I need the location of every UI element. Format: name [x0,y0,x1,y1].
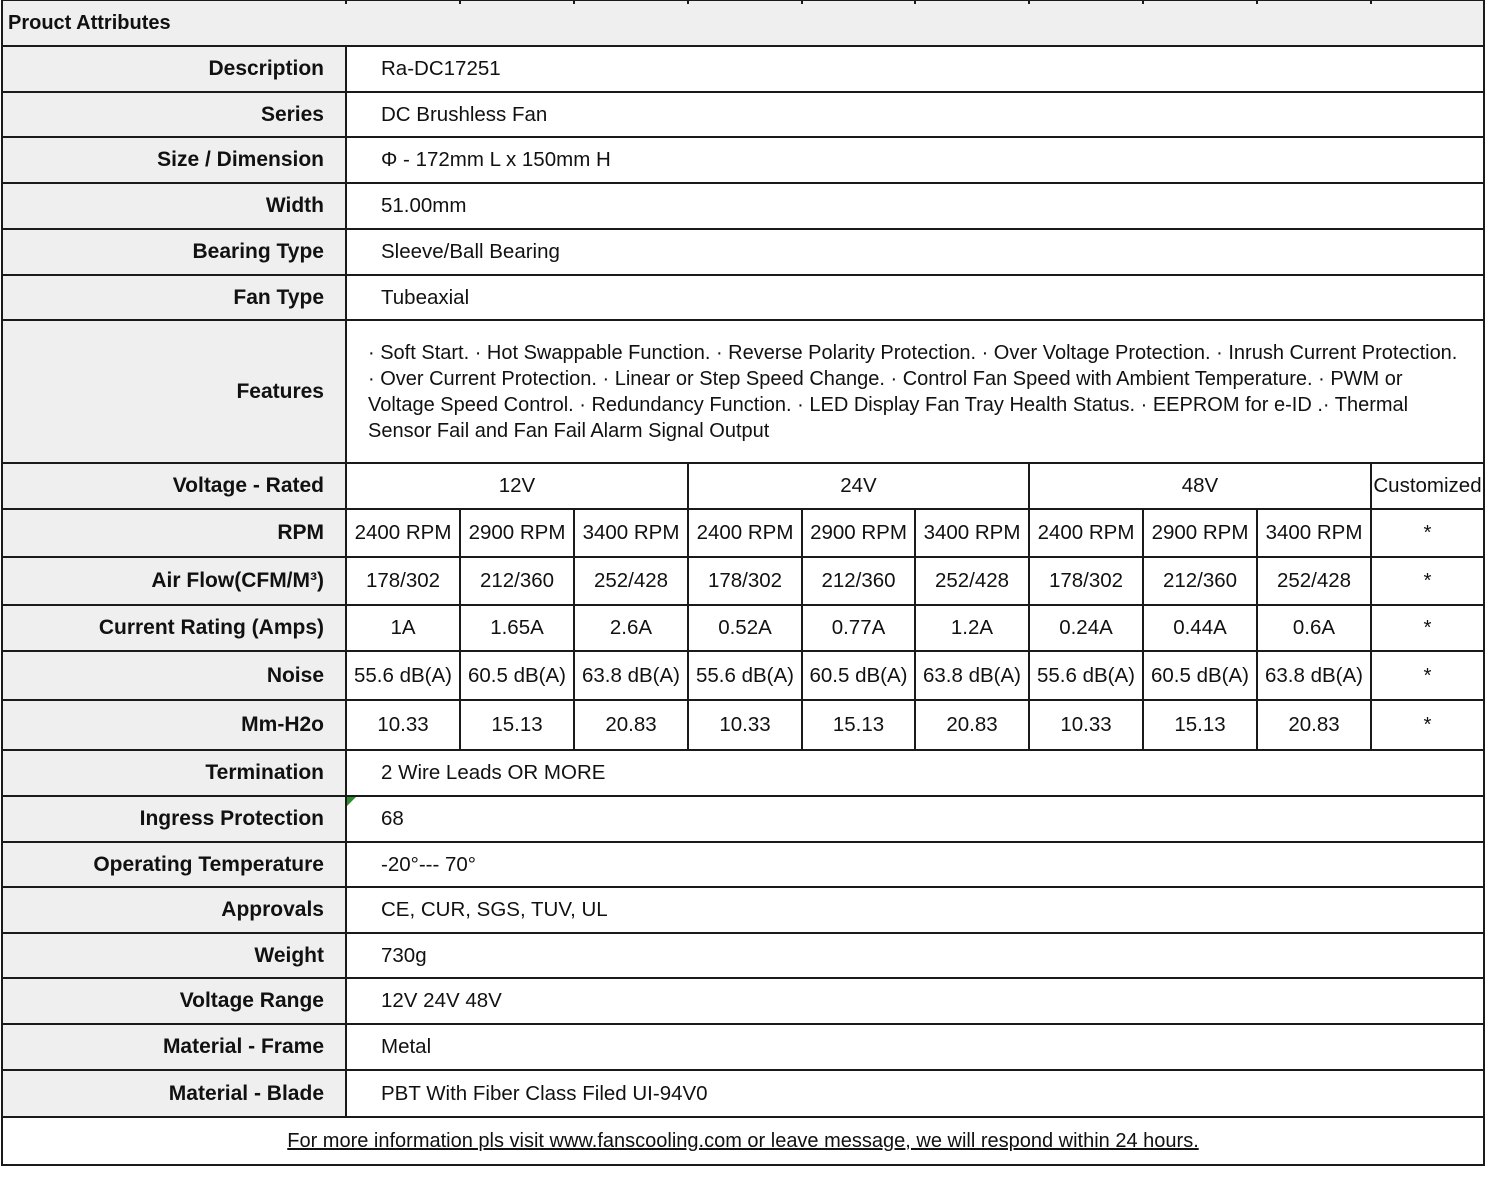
attribute-value [346,842,1484,887]
attribute-value-text: 730g [381,943,427,967]
attribute-value [346,1070,1484,1117]
spec-cell-text: 55.6 dB(A) [696,663,794,687]
spec-cell [346,557,460,605]
spec-cell-text: 60.5 dB(A) [1151,663,1249,687]
spec-cell [915,700,1029,750]
spec-cell [688,509,802,557]
spec-cell-text: 212/360 [479,569,555,592]
spec-cell [460,557,574,605]
spec-cell-text: 0.6A [1292,616,1336,639]
grid-line [345,0,347,4]
grid-line [801,0,803,4]
grid-line [1,1023,1485,1025]
grid-line [687,463,689,750]
attribute-value-text: -20°--- 70° [381,852,477,876]
spec-cell-text: * [1423,521,1432,544]
spec-cell [1371,557,1484,605]
spec-cell [460,651,574,700]
spec-cell-text: 3400 RPM [582,521,680,544]
spec-cell [574,557,688,605]
spec-cell [346,605,460,651]
spec-cell [802,605,915,651]
features-label-text: Features [236,379,324,403]
grid-line [1,650,1485,652]
attribute-label-text: Material - Blade [168,1081,324,1105]
spec-label [2,509,346,557]
spec-cell-text: 10.33 [719,713,771,736]
grid-line [1,795,1485,797]
spec-cell-text: 0.52A [718,616,772,639]
spec-cell [460,700,574,750]
grid-line [1,91,1485,93]
grid-line [573,509,575,750]
spec-cell [574,651,688,700]
spec-cell [346,651,460,700]
spec-cell-text: 15.13 [1174,713,1226,736]
spec-cell-text: 10.33 [377,713,429,736]
spec-cell-text: 0.24A [1059,616,1113,639]
spec-cell-text: 55.6 dB(A) [354,663,452,687]
grid-line [1,0,1485,1]
spec-cell [346,509,460,557]
spec-cell-text: 2400 RPM [696,521,794,544]
customized-header [1371,463,1484,509]
spec-label [2,557,346,605]
attribute-label [2,1070,346,1117]
spec-cell-text: 1.2A [950,616,994,639]
spec-cell-text: 15.13 [832,713,885,736]
spec-cell [1371,651,1484,700]
attribute-label-text: Description [208,57,324,80]
spec-cell [460,509,574,557]
grid-line [1028,0,1030,4]
attribute-label-text: Material - Frame [162,1035,324,1058]
spec-cell-text: 252/428 [593,569,669,592]
voltage-rated-label [2,463,346,509]
spec-cell [688,651,802,700]
voltage-group-text: 48V [1181,474,1219,497]
attribute-label [2,978,346,1024]
attribute-label-text: Bearing Type [192,240,324,263]
grid-line [1370,0,1372,4]
grid-line [1,182,1485,184]
features-value-text: · Soft Start. · Hot Swappable Function. · Reverse Polarity Protection. · Over Voltage Protection. · Inrush Current Protection. · Over Current Protection. · Linear or Step Speed Change. · Control Fan Speed with Ambient Temperature. · PWM or Voltage Speed Control. · Redundancy Function. · LED Display Fan Tray Health Status. · EEPROM for e-ID .· Thermal Sensor Fail and Fan Fail Alarm Signal Output [368,341,1458,442]
spec-cell-text: 3400 RPM [923,521,1021,544]
spec-cell-text: 212/360 [1162,569,1238,592]
attribute-label-text: Voltage Range [179,989,324,1012]
spec-cell [460,605,574,651]
spec-cell-text: 0.44A [1173,616,1227,639]
cell-comment-marker [347,797,356,806]
spec-cell [1143,651,1257,700]
grid-line [345,46,347,1117]
grid-line [1,1069,1485,1071]
grid-line [1028,463,1030,750]
spec-cell [574,700,688,750]
spec-cell [1257,557,1371,605]
attribute-label-text: Termination [205,761,324,784]
attribute-value-text: Tubeaxial [381,285,470,309]
spec-cell-text: 60.5 dB(A) [468,663,566,687]
spec-cell [802,700,915,750]
attribute-label [2,46,346,92]
grid-line [459,509,461,750]
grid-line [1256,509,1258,750]
spec-cell-text: * [1423,663,1432,687]
table-title-text: Prouct Attributes [8,11,171,34]
attribute-label-text: Approvals [221,898,324,921]
attribute-label-text: Size / Dimension [157,148,324,171]
spec-cell-text: 178/302 [707,569,783,592]
spec-cell-text: 0.77A [831,616,886,639]
grid-line [573,0,575,4]
voltage-group-text: 24V [840,474,877,497]
spec-cell [688,557,802,605]
spec-cell-text: 20.83 [1288,713,1340,736]
spec-cell-text: 63.8 dB(A) [923,663,1021,687]
grid-line [801,509,803,750]
spec-cell-text: * [1423,616,1432,639]
grid-line [1142,0,1144,4]
attribute-value-text: 51.00mm [381,194,467,217]
spec-cell [915,605,1029,651]
spec-cell [1029,700,1143,750]
spec-cell [1143,700,1257,750]
attribute-value-text: Metal [381,1035,432,1058]
attribute-label [2,1024,346,1070]
attribute-value [346,933,1484,978]
spec-cell-text: 10.33 [1060,713,1112,736]
grid-line [1,841,1485,843]
spec-cell [802,557,915,605]
spec-cell [1029,557,1143,605]
spec-cell [574,605,688,651]
attribute-label-text: Width [265,194,324,217]
grid-line [1,274,1485,276]
spec-cell [1257,651,1371,700]
grid-line [1,1164,1485,1166]
spec-cell [574,509,688,557]
spec-cell-text: 2400 RPM [354,521,452,544]
attribute-label [2,796,346,842]
voltage-group-1 [346,463,688,509]
voltage-rated-label-text: Voltage - Rated [172,474,324,497]
attribute-label [2,933,346,978]
spec-label-text: Mm-H2o [241,713,324,736]
attribute-value [346,750,1484,796]
spec-cell [802,509,915,557]
spec-cell [1371,605,1484,651]
grid-line [459,0,461,4]
spec-cell [1257,509,1371,557]
attribute-value [346,229,1484,275]
grid-line [1,886,1485,888]
spec-cell [1143,557,1257,605]
attribute-label [2,229,346,275]
grid-line [1,0,3,1165]
attribute-label [2,842,346,887]
voltage-group-3 [1029,463,1371,509]
spec-cell [1143,509,1257,557]
grid-line [1483,0,1485,1165]
attribute-value-text: Sleeve/Ball Bearing [381,240,560,263]
spec-cell [346,700,460,750]
grid-line [1370,463,1372,750]
table-title [2,0,1484,46]
spec-cell [1257,700,1371,750]
spec-cell-text: 212/360 [821,569,896,592]
spec-cell-text: 55.6 dB(A) [1037,663,1135,687]
attribute-value-text: 12V 24V 48V [381,989,502,1012]
grid-line [1,45,1485,47]
attribute-label-text: Weight [254,943,324,967]
spec-label-text: Current Rating (Amps) [98,616,324,639]
spec-cell [1143,605,1257,651]
spec-cell [915,509,1029,557]
spec-cell [1029,605,1143,651]
spec-cell-text: 252/428 [1276,569,1352,592]
grid-line [1,749,1485,751]
spec-cell-text: 178/302 [365,569,441,592]
spec-label [2,605,346,651]
spec-cell-text: 2900 RPM [810,521,907,544]
attribute-value [346,978,1484,1024]
attribute-label [2,92,346,137]
spec-cell [1371,509,1484,557]
spec-cell-text: 178/302 [1048,569,1124,592]
spec-label-text: Noise [266,663,324,687]
attribute-label [2,183,346,229]
grid-line [914,0,916,4]
grid-line [1,932,1485,934]
attribute-label [2,137,346,183]
spec-cell [1029,651,1143,700]
attribute-value-text: Ra-DC17251 [381,57,501,80]
grid-line [1256,0,1258,4]
spec-cell [802,651,915,700]
attribute-value-text: 68 [381,807,404,830]
spec-cell-text: 252/428 [934,569,1010,592]
spec-cell-text: 2400 RPM [1037,521,1135,544]
spec-cell-text: 2900 RPM [468,521,566,544]
attribute-value [346,275,1484,320]
attribute-value [346,887,1484,933]
attribute-value-text: 2 Wire Leads OR MORE [381,761,606,784]
features-label [2,320,346,463]
grid-line [1,699,1485,701]
spec-cell-text: * [1423,713,1432,736]
attribute-value-text: PBT With Fiber Class Filed UI-94V0 [381,1081,708,1105]
grid-line [1,319,1485,321]
spec-cell-text: 2.6A [609,616,653,639]
spec-cell-text: 1.65A [490,616,544,639]
voltage-group-text: 12V [498,474,536,497]
grid-line [1,604,1485,606]
footer-note[interactable] [2,1117,1484,1165]
spec-cell-text: 2900 RPM [1151,521,1249,544]
spec-cell-text: 20.83 [946,713,998,736]
attribute-value-text: CE, CUR, SGS, TUV, UL [381,898,608,921]
spec-cell [1257,605,1371,651]
features-value [346,320,1484,463]
spec-label [2,651,346,700]
grid-line [687,0,689,4]
attribute-label [2,275,346,320]
attribute-label [2,750,346,796]
spec-cell-text: 63.8 dB(A) [1265,663,1363,687]
grid-line [914,509,916,750]
grid-line [1,1116,1485,1118]
attribute-value [346,1024,1484,1070]
attribute-value [346,92,1484,137]
attribute-value [346,137,1484,183]
grid-line [1,228,1485,230]
grid-line [1,462,1485,464]
spec-cell [1029,509,1143,557]
grid-line [1,977,1485,979]
grid-line [1142,509,1144,750]
spec-label [2,700,346,750]
attribute-value [346,46,1484,92]
spec-cell [688,700,802,750]
attribute-value [346,183,1484,229]
attribute-label-text: Fan Type [233,285,324,309]
spec-cell-text: 3400 RPM [1265,521,1363,544]
attribute-value [346,796,1484,842]
spec-cell [688,605,802,651]
attribute-label [2,887,346,933]
footer-note-text: For more information pls visit www.fanscooling.com or leave message, we will respond within 24 hours. [287,1129,1199,1152]
spec-cell-text: 1A [390,616,416,639]
voltage-group-2 [688,463,1029,509]
spec-label-text: RPM [277,521,324,544]
spec-cell-text: 60.5 dB(A) [809,663,908,687]
customized-header-text: Customized [1373,474,1482,497]
attribute-value-text: DC Brushless Fan [381,102,548,126]
spec-cell-text: 15.13 [491,713,543,736]
spec-cell [915,651,1029,700]
grid-line [1,508,1485,510]
spec-cell-text: 63.8 dB(A) [582,663,680,687]
spec-cell-text: 20.83 [605,713,657,736]
attribute-label-text: Ingress Protection [139,807,324,830]
grid-line [1,556,1485,558]
attribute-label-text: Series [260,102,324,126]
spec-cell [915,557,1029,605]
attribute-label-text: Operating Temperature [93,852,324,876]
spec-cell [1371,700,1484,750]
spec-cell-text: * [1423,569,1432,592]
grid-line [1,136,1485,138]
spec-label-text: Air Flow(CFM/M³) [151,569,324,592]
attribute-value-text: Φ - 172mm L x 150mm H [381,148,611,171]
